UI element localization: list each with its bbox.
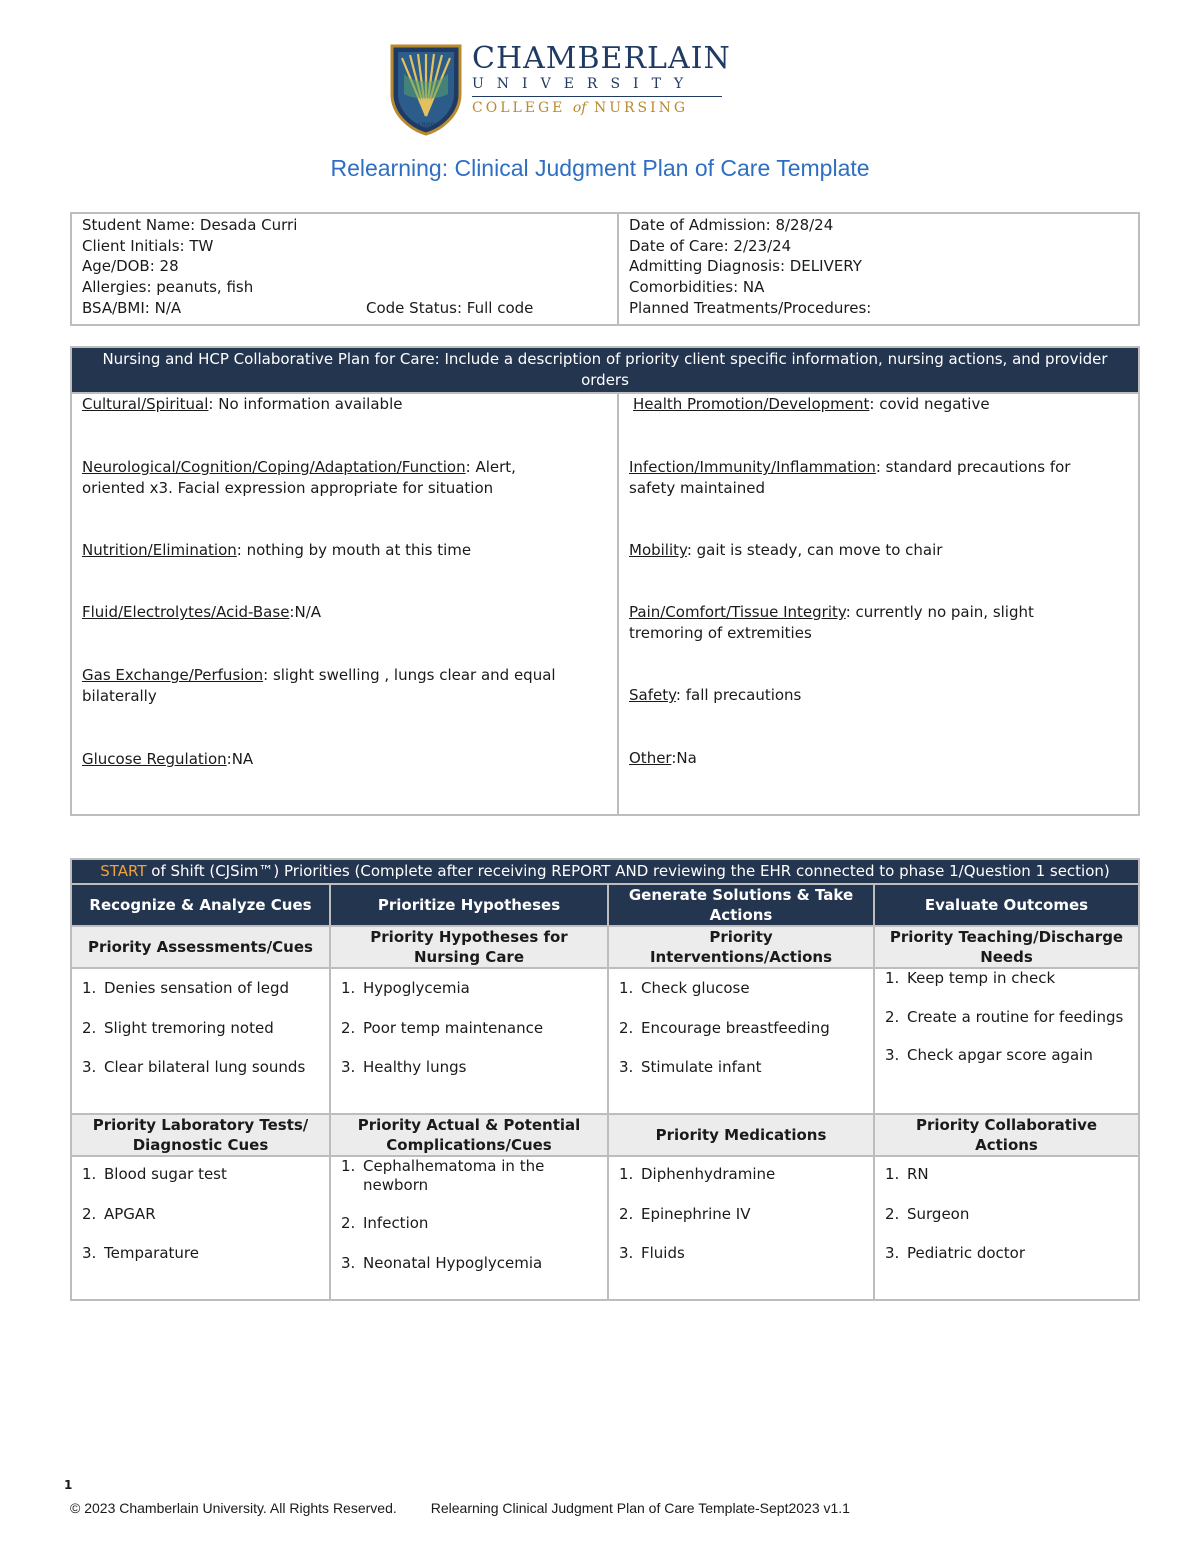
list-item: 1. Cephalhematoma in the newborn	[341, 1157, 545, 1194]
svg-text:1889: 1889	[417, 122, 435, 130]
plan-right-column	[618, 393, 1139, 815]
collaborative-list	[874, 1156, 1139, 1300]
complications-list	[330, 1156, 608, 1300]
student-name: Student Name: Desada Curri	[82, 216, 298, 234]
list-item: 3. Healthy lungs	[341, 1058, 467, 1076]
chamberlain-logo	[390, 41, 731, 136]
list-item: 3. Neonatal Hypoglycemia	[341, 1253, 543, 1272]
shift-header: START of Shift (CJSim™) Priorities (Complete after receiving REPORT AND reviewing the EHR connected to phase 1/Question 1 section)	[71, 859, 1139, 884]
priority-interventions-header: Priority Interventions/Actions	[608, 926, 874, 968]
other: Other:Na	[629, 749, 697, 767]
teaching-list	[874, 968, 1139, 1114]
client-info-table	[70, 212, 1140, 326]
medications-header: Priority Medications	[608, 1114, 874, 1156]
list-item: 1. Diphenhydramine	[619, 1165, 776, 1183]
date-of-care: Date of Care: 2/23/24	[629, 236, 792, 255]
page-title: Relearning: Clinical Judgment Plan of Care Template	[330, 155, 870, 181]
nutrition-elimination: Nutrition/Elimination: nothing by mouth at this time	[82, 541, 472, 559]
priority-assessments-header: Priority Assessments/Cues	[71, 926, 330, 968]
planned-treatments: Planned Treatments/Procedures:	[629, 298, 872, 317]
shift-priorities-table	[70, 858, 1140, 1301]
client-info-right	[618, 213, 1139, 325]
gas-exchange: Gas Exchange/Perfusion: slight swelling , lungs clear and equal bilaterally	[82, 666, 556, 705]
client-info-left	[71, 213, 618, 325]
list-item: 1. Denies sensation of legd	[82, 979, 289, 997]
date-of-admission: Date of Admission: 8/28/24	[629, 216, 834, 234]
infection-immunity: Infection/Immunity/Inflammation: standard precautions for safety maintained	[629, 458, 1071, 497]
bsa-bmi: BSA/BMI: N/A	[82, 298, 182, 317]
priority-hypotheses-header: Priority Hypotheses for Nursing Care	[330, 926, 608, 968]
mobility: Mobility: gait is steady, can move to chair	[629, 541, 943, 559]
allergies: Allergies: peanuts, fish	[82, 278, 254, 297]
list-item: 1. Hypoglycemia	[341, 979, 470, 997]
pain-comfort: Pain/Comfort/Tissue Integrity: currently no pain, slight tremoring of extremities	[629, 603, 1034, 642]
interventions-list	[608, 968, 874, 1114]
plan-of-care-table	[70, 346, 1140, 816]
list-item: 2. Surgeon	[885, 1204, 970, 1223]
list-item: 3. Check apgar score again	[885, 1046, 1093, 1064]
plan-left-column	[71, 393, 618, 815]
age-dob: Age/DOB: 28	[82, 257, 179, 276]
copyright: © 2023 Chamberlain University. All Rights Reserved.	[70, 1500, 397, 1516]
col-recognize-analyze: Recognize & Analyze Cues	[71, 884, 330, 926]
priority-teaching-header: Priority Teaching/Discharge Needs	[874, 926, 1139, 968]
logo-college: COLLEGE of NURSING	[472, 100, 689, 116]
client-initials: Client Initials: TW	[82, 236, 214, 255]
list-item: 3. Clear bilateral lung sounds	[82, 1058, 306, 1076]
list-item: 2. Epinephrine IV	[619, 1204, 751, 1223]
complications-header: Priority Actual & Potential Complications/Cues	[330, 1114, 608, 1156]
hypotheses-list	[330, 968, 608, 1114]
list-item: 3. Stimulate infant	[619, 1058, 762, 1076]
cultural-spiritual: Cultural/Spiritual: No information available	[82, 395, 403, 413]
logo-university: UNIVERSITY	[472, 76, 697, 92]
col-evaluate-outcomes: Evaluate Outcomes	[874, 884, 1139, 926]
list-item: 1. Check glucose	[619, 979, 750, 997]
list-item: 2. Poor temp maintenance	[341, 1018, 544, 1037]
list-item: 2. Create a routine for feedings	[885, 1007, 1124, 1026]
safety: Safety: fall precautions	[629, 686, 802, 704]
page-number: 1	[64, 1478, 73, 1492]
code-status: Code Status: Full code	[366, 298, 534, 317]
footer	[70, 1500, 850, 1516]
shield-crest-icon	[390, 44, 462, 136]
admitting-diagnosis: Admitting Diagnosis: DELIVERY	[629, 257, 862, 276]
list-item: 3. Fluids	[619, 1244, 685, 1262]
list-item: 2. APGAR	[82, 1204, 156, 1223]
list-item: 3. Pediatric doctor	[885, 1244, 1026, 1262]
collaborative-actions-header: Priority Collaborative Actions	[874, 1114, 1139, 1156]
list-item: 2. Encourage breastfeeding	[619, 1018, 830, 1037]
lab-tests-list	[71, 1156, 330, 1300]
comorbidities: Comorbidities: NA	[629, 278, 765, 297]
list-item: 2. Slight tremoring noted	[82, 1018, 274, 1037]
plan-header: Nursing and HCP Collaborative Plan for Care: Include a description of priority client specific information, nursing actions, and provider orders	[71, 347, 1139, 393]
medications-list	[608, 1156, 874, 1300]
assessments-list	[71, 968, 330, 1114]
fluid-electrolytes: Fluid/Electrolytes/Acid-Base:N/A	[82, 603, 322, 621]
lab-tests-header: Priority Laboratory Tests/ Diagnostic Cues	[71, 1114, 330, 1156]
col-generate-solutions: Generate Solutions & Take Actions	[608, 884, 874, 926]
health-promotion: Health Promotion/Development: covid negative	[633, 395, 990, 413]
logo-name: CHAMBERLAIN	[472, 41, 731, 76]
col-prioritize-hypotheses: Prioritize Hypotheses	[330, 884, 608, 926]
glucose-regulation: Glucose Regulation:NA	[82, 750, 254, 768]
list-item: 2. Infection	[341, 1214, 429, 1232]
doc-version: Relearning Clinical Judgment Plan of Care Template-Sept2023 v1.1	[430, 1500, 850, 1516]
neurological: Neurological/Cognition/Coping/Adaptation/Function: Alert, oriented x3. Facial expression appropriate for situation	[82, 458, 516, 497]
list-item: 3. Temparature	[82, 1244, 199, 1262]
list-item: 1. Keep temp in check	[885, 969, 1056, 987]
list-item: 1. RN	[885, 1165, 929, 1183]
list-item: 1. Blood sugar test	[82, 1165, 227, 1183]
